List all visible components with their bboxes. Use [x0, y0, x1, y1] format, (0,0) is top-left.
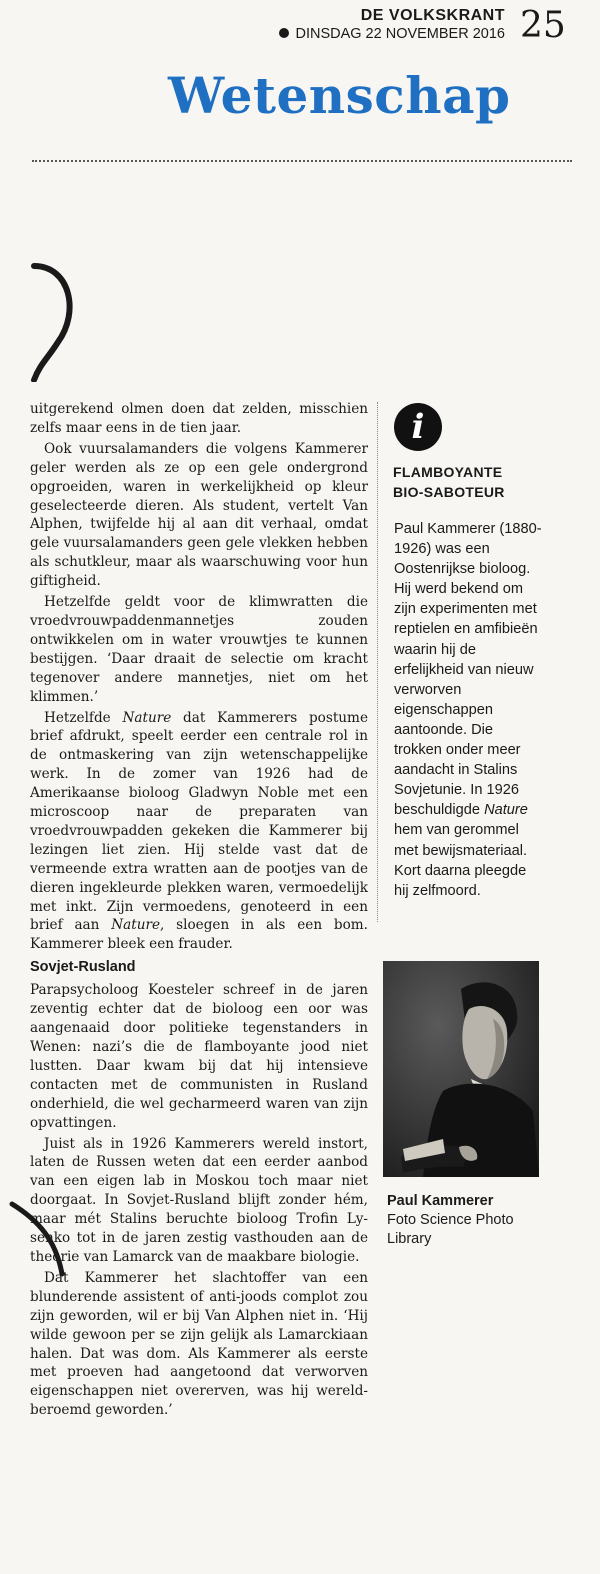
portrait-photo	[383, 961, 539, 1177]
paper-name: DE VOLKSKRANT	[360, 7, 505, 24]
bullet-icon	[279, 28, 289, 38]
publication-name: Nature	[484, 802, 528, 819]
publication-name: Nature	[122, 709, 172, 726]
column-divider	[377, 402, 378, 922]
section-title: Wetenschap	[168, 66, 511, 125]
article-paragraph: Juist als in 1926 Kammerers wereld instort, laten de Russen weten dat een eerder aanbod van een eigen lab in Moskou toch maar niet doorgaat. In Sovjet-Rusland blijft zonder hém, maar mét Stalins beruchte bioloog Trofin Lysenko tot in de jaren zestig vasthouden aan de theorie van Lamarck van de maakbare biologie.	[30, 1135, 368, 1265]
sidebar-title: FLAMBOYANTE BIO-SABOTEUR	[393, 464, 505, 500]
photo-credit: Foto Science Photo Library	[387, 1212, 514, 1247]
masthead	[250, 6, 505, 44]
sidebar-body: Paul Kammerer (1880-1926) was een Oostenrijkse bioloog. Hij werd bekend om zijn experimenten met reptielen en amfibieën waarin hij de erfelijkheid van nieuw verworven eigenschappen aantoonde. Die trokken onder meer aandacht in Stalins Sovjetunie. In 1926 beschuldigde Nature hem van gerommel met bewijsmateriaal. Kort daarna pleegde hij zelfmoord.	[394, 521, 542, 899]
article-paragraph: Dat Kammerer het slachtoffer van een blunderende assistent of anti-joods complot zou zijn geworden, wil er bij Van Alphen niet in. ‘Hij wilde gewoon per se zijn gelijk als Lamarckiaan halen. Dat was dom. Als Kammerer als eerste met proeven had aangetoond dat verworven eigenschappen niet overerven, was hij wereldberoemd geworden.’	[30, 1269, 368, 1419]
issue-date-text: DINSDAG 22 NOVEMBER 2016	[295, 26, 505, 42]
page-number: 25	[520, 5, 566, 46]
article-paragraph: Ook vuursalamanders die volgens Kammerer geler werden als ze op een gele ondergrond opgroeiden, waren in werkelijkheid op kleur geselecteerde dieren. Als student, vertelt Van Alphen, twijfelde hij al aan dit verhaal, omdat gele vuursalamanders geen gele vlekken hebben als schutkleur, maar als waarschuwing voor hun giftigheid.	[30, 440, 368, 590]
issue-date	[250, 25, 505, 44]
portrait-illustration	[383, 961, 539, 1177]
article-paragraph: Hetzelfde geldt voor de klimwratten die vroedvrouwpaddenmannetjes zouden ontwikkelen om in water vrouwtjes te kunnen bestijgen. ‘Daar draait de selectie om kracht tegenover andere mannetjes, niet om het klimmen.’	[30, 594, 368, 705]
article-subhead: Sovjet-Rusland	[30, 959, 136, 976]
article-body	[30, 400, 368, 1422]
publication-name: Nature	[111, 917, 161, 934]
article-paragraph: uitgerekend olmen doen dat zelden, misschien zelfs maar eens in de tien jaar.	[30, 401, 368, 436]
header-divider	[32, 160, 572, 162]
article-paragraph: Parapsycholoog Koesteler schreef in de jaren zeventig echter dat de bioloog een oor was aangenaaid door politieke tegenstanders in Wenen: nazi’s die de flamboyante jood niet lustten. Daar kwam bij dat hij intensieve contacten met de communisten in Rusland onderhield, die wel gecharmeerd waren van zijn opvattingen.	[30, 982, 368, 1131]
info-icon: i	[394, 403, 442, 451]
article-paragraph: Hetzelfde Nature dat Kammerers postume brief afdrukt, speelt eerder een centrale rol in de ontmaskering van zijn wetenschappelijke werk. In de zomer van 1926 had de Amerikaanse bioloog Gladwyn Noble met een microscoop naar de preparaten van vroedvrouwpadden gekeken die Kammerer bij lezingen liet zien. Hij stelde vast dat de vermeende extra wratten aan de pootjes van de dieren ingekleurde plekken waren, vermoedelijk met inkt. Zijn vermoedens, genoteerd in een brief aan Nature, sloegen in als een bom. Kammerer bleek een frauder.	[30, 709, 369, 953]
photo-caption-name: Paul Kammerer	[387, 1193, 494, 1209]
scan-curl-decoration	[0, 262, 80, 382]
